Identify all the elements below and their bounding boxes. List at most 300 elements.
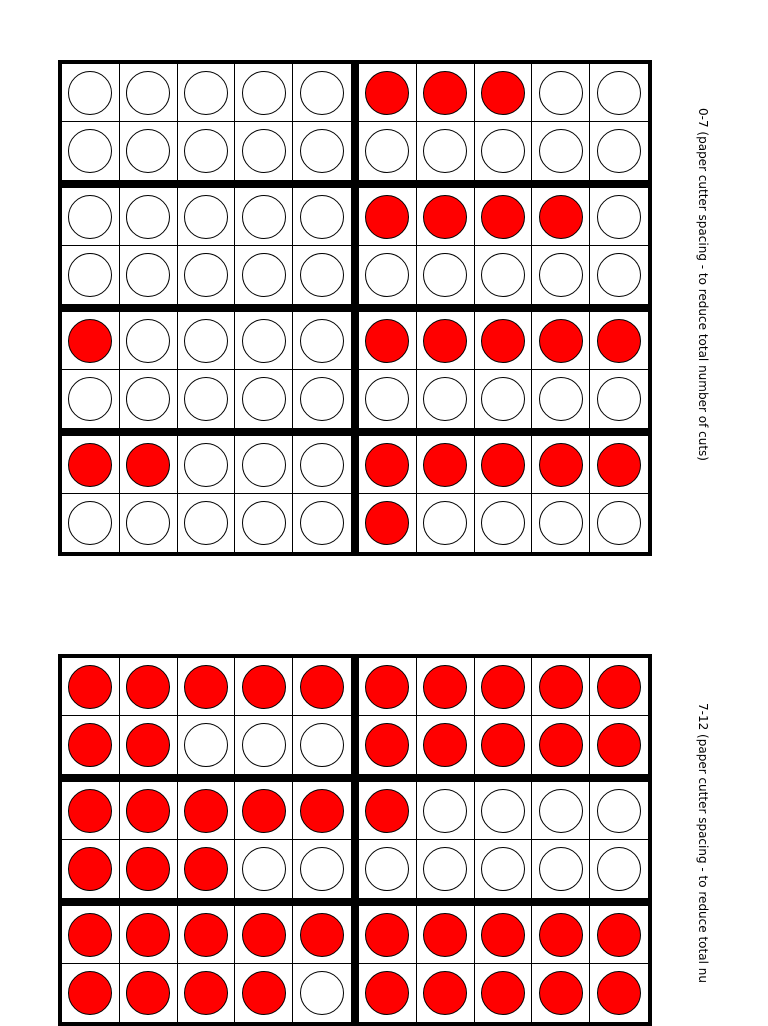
empty-counter-dot <box>184 71 228 115</box>
empty-counter-dot <box>300 501 344 545</box>
ten-frame-cell <box>235 658 293 716</box>
filled-counter-dot <box>365 195 409 239</box>
ten-frame-1 <box>355 778 652 902</box>
filled-counter-dot <box>423 723 467 767</box>
empty-counter-dot <box>365 377 409 421</box>
filled-counter-dot <box>423 913 467 957</box>
empty-counter-dot <box>597 195 641 239</box>
ten-frame-cell <box>120 370 178 428</box>
filled-counter-dot <box>481 71 525 115</box>
empty-counter-dot <box>423 129 467 173</box>
empty-counter-dot <box>242 195 286 239</box>
ten-frame-set-7-12 <box>58 654 653 1026</box>
ten-frame-cell <box>590 658 648 716</box>
empty-counter-dot <box>423 253 467 297</box>
empty-counter-dot <box>423 501 467 545</box>
filled-counter-dot <box>597 443 641 487</box>
empty-counter-dot <box>68 501 112 545</box>
filled-counter-dot <box>597 319 641 363</box>
filled-counter-dot <box>68 319 112 363</box>
filled-counter-dot <box>539 443 583 487</box>
empty-counter-dot <box>126 501 170 545</box>
ten-frame-cell <box>293 246 351 304</box>
filled-counter-dot <box>423 971 467 1015</box>
empty-counter-dot <box>242 723 286 767</box>
ten-frame-cell <box>475 782 533 840</box>
empty-counter-dot <box>126 377 170 421</box>
ten-frame-cell <box>178 122 236 180</box>
ten-frame-cell <box>532 716 590 774</box>
empty-counter-dot <box>481 847 525 891</box>
ten-frame-row <box>58 902 653 1026</box>
filled-counter-dot <box>184 789 228 833</box>
ten-frame-cell <box>62 906 120 964</box>
empty-counter-dot <box>597 501 641 545</box>
ten-frame-cell <box>590 782 648 840</box>
empty-counter-dot <box>126 195 170 239</box>
empty-counter-dot <box>184 195 228 239</box>
empty-counter-dot <box>68 129 112 173</box>
empty-counter-dot <box>423 377 467 421</box>
ten-frame-cell <box>532 246 590 304</box>
ten-frame-cell <box>178 312 236 370</box>
ten-frame-cell <box>590 494 648 552</box>
empty-counter-dot <box>242 71 286 115</box>
filled-counter-dot <box>184 913 228 957</box>
ten-frame-cell <box>590 370 648 428</box>
empty-counter-dot <box>597 377 641 421</box>
ten-frame-row <box>58 778 653 902</box>
ten-frame-7 <box>58 654 355 778</box>
ten-frame-set-0-7 <box>58 60 653 556</box>
filled-counter-dot <box>539 195 583 239</box>
ten-frame-cell <box>293 188 351 246</box>
empty-counter-dot <box>597 253 641 297</box>
ten-frame-cell <box>62 658 120 716</box>
filled-counter-dot <box>242 665 286 709</box>
ten-frame-row <box>58 654 653 778</box>
filled-counter-dot <box>300 913 344 957</box>
empty-counter-dot <box>597 71 641 115</box>
ten-frame-6 <box>355 432 652 556</box>
ten-frame-0 <box>58 60 355 184</box>
empty-counter-dot <box>300 195 344 239</box>
filled-counter-dot <box>365 723 409 767</box>
ten-frame-cell <box>62 436 120 494</box>
ten-frame-cell <box>235 188 293 246</box>
filled-counter-dot <box>184 665 228 709</box>
ten-frame-cell <box>475 122 533 180</box>
ten-frame-cell <box>359 716 417 774</box>
ten-frame-row <box>58 308 653 432</box>
ten-frame-cell <box>475 64 533 122</box>
ten-frame-cell <box>235 64 293 122</box>
ten-frame-cell <box>359 370 417 428</box>
ten-frame-cell <box>235 312 293 370</box>
filled-counter-dot <box>300 789 344 833</box>
filled-counter-dot <box>365 665 409 709</box>
filled-counter-dot <box>481 971 525 1015</box>
ten-frame-cell <box>532 436 590 494</box>
ten-frame-cell <box>417 370 475 428</box>
filled-counter-dot <box>365 789 409 833</box>
empty-counter-dot <box>242 501 286 545</box>
empty-counter-dot <box>539 847 583 891</box>
ten-frame-cell <box>532 370 590 428</box>
ten-frame-cell <box>475 436 533 494</box>
empty-counter-dot <box>126 253 170 297</box>
ten-frame-cell <box>235 436 293 494</box>
filled-counter-dot <box>597 665 641 709</box>
filled-counter-dot <box>365 971 409 1015</box>
ten-frame-cell <box>359 906 417 964</box>
filled-counter-dot <box>481 443 525 487</box>
ten-frame-row <box>58 432 653 556</box>
empty-counter-dot <box>242 377 286 421</box>
ten-frame-cell <box>590 64 648 122</box>
empty-counter-dot <box>242 847 286 891</box>
ten-frame-cell <box>120 312 178 370</box>
filled-counter-dot <box>300 665 344 709</box>
ten-frame-cell <box>475 188 533 246</box>
ten-frame-cell <box>293 494 351 552</box>
ten-frame-cell <box>475 370 533 428</box>
ten-frame-cell <box>120 840 178 898</box>
ten-frame-cell <box>293 964 351 1022</box>
empty-counter-dot <box>300 723 344 767</box>
ten-frame-cell <box>359 964 417 1022</box>
ten-frame-cell <box>62 782 120 840</box>
filled-counter-dot <box>242 789 286 833</box>
filled-counter-dot <box>68 971 112 1015</box>
ten-frame-cell <box>178 658 236 716</box>
ten-frame-cell <box>417 716 475 774</box>
ten-frame-cell <box>475 964 533 1022</box>
ten-frame-10 <box>355 654 652 778</box>
ten-frame-cell <box>359 658 417 716</box>
empty-counter-dot <box>481 253 525 297</box>
ten-frame-cell <box>359 494 417 552</box>
ten-frame-cell <box>62 64 120 122</box>
ten-frame-cell <box>235 906 293 964</box>
ten-frame-cell <box>359 188 417 246</box>
ten-frame-cell <box>475 840 533 898</box>
ten-frame-cell <box>178 494 236 552</box>
ten-frame-cell <box>417 436 475 494</box>
ten-frame-9 <box>58 902 355 1026</box>
ten-frame-cell <box>178 782 236 840</box>
empty-counter-dot <box>68 71 112 115</box>
ten-frame-cell <box>120 964 178 1022</box>
empty-counter-dot <box>300 253 344 297</box>
ten-frame-row <box>58 184 653 308</box>
ten-frame-cell <box>62 964 120 1022</box>
empty-counter-dot <box>481 377 525 421</box>
ten-frame-cell <box>293 906 351 964</box>
ten-frame-cell <box>178 964 236 1022</box>
filled-counter-dot <box>539 971 583 1015</box>
empty-counter-dot <box>300 971 344 1015</box>
empty-counter-dot <box>481 789 525 833</box>
empty-counter-dot <box>300 443 344 487</box>
empty-counter-dot <box>365 129 409 173</box>
empty-counter-dot <box>481 129 525 173</box>
filled-counter-dot <box>365 501 409 545</box>
ten-frame-cell <box>532 906 590 964</box>
ten-frame-2 <box>58 432 355 556</box>
empty-counter-dot <box>242 319 286 363</box>
ten-frame-cell <box>417 64 475 122</box>
filled-counter-dot <box>126 971 170 1015</box>
ten-frame-cell <box>293 122 351 180</box>
ten-frame-cell <box>417 964 475 1022</box>
ten-frame-cell <box>293 840 351 898</box>
empty-counter-dot <box>539 71 583 115</box>
ten-frame-cell <box>590 436 648 494</box>
ten-frame-cell <box>293 436 351 494</box>
filled-counter-dot <box>481 195 525 239</box>
filled-counter-dot <box>481 913 525 957</box>
ten-frame-cell <box>590 312 648 370</box>
ten-frame-cell <box>417 906 475 964</box>
empty-counter-dot <box>481 501 525 545</box>
ten-frame-cell <box>293 370 351 428</box>
filled-counter-dot <box>68 443 112 487</box>
empty-counter-dot <box>597 847 641 891</box>
ten-frame-cell <box>235 494 293 552</box>
empty-counter-dot <box>126 71 170 115</box>
ten-frame-cell <box>359 122 417 180</box>
filled-counter-dot <box>68 913 112 957</box>
filled-counter-dot <box>365 319 409 363</box>
ten-frame-cell <box>178 188 236 246</box>
filled-counter-dot <box>126 723 170 767</box>
filled-counter-dot <box>68 847 112 891</box>
filled-counter-dot <box>481 723 525 767</box>
ten-frame-1 <box>58 308 355 432</box>
ten-frame-3 <box>355 60 652 184</box>
filled-counter-dot <box>539 665 583 709</box>
filled-counter-dot <box>423 71 467 115</box>
filled-counter-dot <box>126 789 170 833</box>
ten-frame-cell <box>359 782 417 840</box>
ten-frame-cell <box>120 658 178 716</box>
empty-counter-dot <box>365 253 409 297</box>
ten-frame-cell <box>178 246 236 304</box>
ten-frame-cell <box>590 188 648 246</box>
ten-frame-cell <box>235 840 293 898</box>
filled-counter-dot <box>184 847 228 891</box>
filled-counter-dot <box>68 789 112 833</box>
empty-counter-dot <box>184 253 228 297</box>
ten-frame-cell <box>293 716 351 774</box>
ten-frame-cell <box>178 436 236 494</box>
ten-frame-cell <box>475 312 533 370</box>
filled-counter-dot <box>597 723 641 767</box>
ten-frame-cell <box>293 312 351 370</box>
ten-frame-row <box>58 60 653 184</box>
ten-frame-cell <box>62 840 120 898</box>
filled-counter-dot <box>126 847 170 891</box>
ten-frame-cell <box>120 246 178 304</box>
filled-counter-dot <box>423 443 467 487</box>
empty-counter-dot <box>539 789 583 833</box>
ten-frame-cell <box>178 716 236 774</box>
ten-frame-cell <box>417 246 475 304</box>
empty-counter-dot <box>365 847 409 891</box>
empty-counter-dot <box>68 195 112 239</box>
ten-frame-cell <box>120 436 178 494</box>
filled-counter-dot <box>242 971 286 1015</box>
ten-frame-cell <box>293 658 351 716</box>
ten-frame-cell <box>532 782 590 840</box>
ten-frame-cell <box>590 716 648 774</box>
empty-counter-dot <box>300 377 344 421</box>
ten-frame-cell <box>359 840 417 898</box>
ten-frame-cell <box>120 906 178 964</box>
ten-frame-cell <box>417 312 475 370</box>
filled-counter-dot <box>365 443 409 487</box>
ten-frame-cell <box>417 782 475 840</box>
section-label-0-7: 0-7 (paper cutter spacing - to reduce total number of cuts) <box>696 108 710 461</box>
ten-frame-cell <box>120 188 178 246</box>
ten-frame-cell <box>475 246 533 304</box>
filled-counter-dot <box>481 319 525 363</box>
filled-counter-dot <box>126 913 170 957</box>
ten-frame-cell <box>590 122 648 180</box>
ten-frame-0 <box>58 184 355 308</box>
ten-frame-cell <box>590 964 648 1022</box>
ten-frame-cell <box>62 122 120 180</box>
ten-frame-cell <box>235 246 293 304</box>
ten-frame-cell <box>235 122 293 180</box>
filled-counter-dot <box>539 319 583 363</box>
empty-counter-dot <box>242 129 286 173</box>
empty-counter-dot <box>68 253 112 297</box>
ten-frame-cell <box>235 716 293 774</box>
ten-frame-cell <box>120 716 178 774</box>
ten-frame-cell <box>359 436 417 494</box>
empty-counter-dot <box>423 847 467 891</box>
ten-frame-cell <box>532 64 590 122</box>
ten-frame-cell <box>120 122 178 180</box>
ten-frame-5 <box>355 308 652 432</box>
empty-counter-dot <box>300 847 344 891</box>
ten-frame-cell <box>590 906 648 964</box>
empty-counter-dot <box>68 377 112 421</box>
ten-frame-cell <box>532 312 590 370</box>
empty-counter-dot <box>300 71 344 115</box>
empty-counter-dot <box>184 319 228 363</box>
ten-frame-cell <box>532 122 590 180</box>
ten-frame-cell <box>417 494 475 552</box>
ten-frame-cell <box>178 370 236 428</box>
ten-frame-cell <box>62 716 120 774</box>
filled-counter-dot <box>481 665 525 709</box>
ten-frame-cell <box>475 494 533 552</box>
empty-counter-dot <box>597 789 641 833</box>
ten-frame-cell <box>359 246 417 304</box>
ten-frame-cell <box>417 840 475 898</box>
filled-counter-dot <box>539 913 583 957</box>
empty-counter-dot <box>539 253 583 297</box>
ten-frame-cell <box>590 840 648 898</box>
ten-frame-cell <box>475 716 533 774</box>
ten-frame-cell <box>417 122 475 180</box>
ten-frame-cell <box>62 188 120 246</box>
empty-counter-dot <box>184 129 228 173</box>
empty-counter-dot <box>539 129 583 173</box>
filled-counter-dot <box>423 319 467 363</box>
ten-frame-cell <box>590 246 648 304</box>
empty-counter-dot <box>300 129 344 173</box>
filled-counter-dot <box>126 443 170 487</box>
ten-frame-cell <box>62 312 120 370</box>
filled-counter-dot <box>68 723 112 767</box>
empty-counter-dot <box>184 377 228 421</box>
empty-counter-dot <box>539 377 583 421</box>
filled-counter-dot <box>423 195 467 239</box>
ten-frame-cell <box>178 906 236 964</box>
ten-frame-cell <box>293 64 351 122</box>
ten-frame-cell <box>235 782 293 840</box>
ten-frame-cell <box>532 840 590 898</box>
ten-frame-cell <box>293 782 351 840</box>
ten-frame-10 <box>355 902 652 1026</box>
ten-frame-cell <box>532 494 590 552</box>
ten-frame-cell <box>235 370 293 428</box>
empty-counter-dot <box>184 443 228 487</box>
empty-counter-dot <box>539 501 583 545</box>
filled-counter-dot <box>126 665 170 709</box>
filled-counter-dot <box>242 913 286 957</box>
filled-counter-dot <box>365 913 409 957</box>
ten-frame-cell <box>178 840 236 898</box>
filled-counter-dot <box>539 723 583 767</box>
ten-frame-cell <box>62 494 120 552</box>
ten-frame-cell <box>62 370 120 428</box>
ten-frame-cell <box>120 782 178 840</box>
empty-counter-dot <box>423 789 467 833</box>
ten-frame-cell <box>178 64 236 122</box>
ten-frame-cell <box>532 188 590 246</box>
ten-frame-cell <box>417 658 475 716</box>
empty-counter-dot <box>597 129 641 173</box>
ten-frame-cell <box>359 64 417 122</box>
empty-counter-dot <box>184 723 228 767</box>
ten-frame-cell <box>475 658 533 716</box>
ten-frame-cell <box>120 64 178 122</box>
empty-counter-dot <box>126 129 170 173</box>
filled-counter-dot <box>597 971 641 1015</box>
ten-frame-cell <box>120 494 178 552</box>
ten-frame-cell <box>359 312 417 370</box>
ten-frame-4 <box>355 184 652 308</box>
empty-counter-dot <box>184 501 228 545</box>
filled-counter-dot <box>423 665 467 709</box>
ten-frame-cell <box>417 188 475 246</box>
ten-frame-cell <box>235 964 293 1022</box>
ten-frame-8 <box>58 778 355 902</box>
filled-counter-dot <box>597 913 641 957</box>
empty-counter-dot <box>126 319 170 363</box>
empty-counter-dot <box>242 253 286 297</box>
filled-counter-dot <box>184 971 228 1015</box>
empty-counter-dot <box>242 443 286 487</box>
filled-counter-dot <box>365 71 409 115</box>
ten-frame-cell <box>532 658 590 716</box>
filled-counter-dot <box>68 665 112 709</box>
